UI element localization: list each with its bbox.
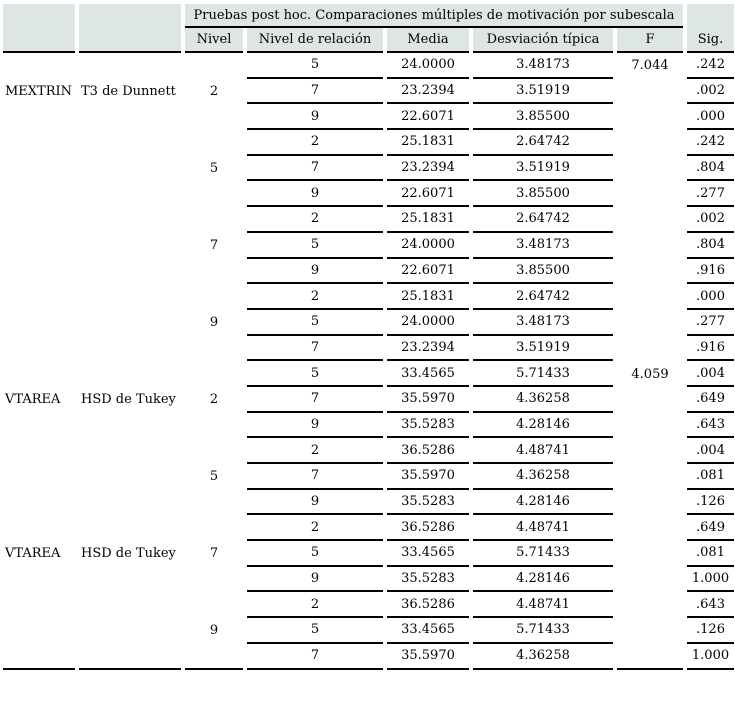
test-name-cell: T3 de Dunnett — [81, 84, 176, 100]
f-cell — [617, 156, 683, 182]
nivel-relacion-cell: 5 — [247, 361, 383, 387]
media-cell: 35.5970 — [387, 644, 469, 670]
header-blank-subescala — [3, 4, 75, 53]
desviacion-cell: 3.51919 — [473, 336, 613, 362]
media-cell: 36.5286 — [387, 592, 469, 618]
nivel-relacion-cell: 2 — [247, 284, 383, 310]
nivel-relacion-cell: 5 — [247, 541, 383, 567]
test-name-cell — [79, 464, 181, 490]
media-cell: 35.5283 — [387, 490, 469, 516]
subescala-cell — [3, 207, 75, 233]
test-name-cell — [79, 361, 181, 387]
subescala-cell — [3, 413, 75, 439]
f-cell — [617, 336, 683, 362]
nivel-relacion-cell: 5 — [247, 310, 383, 336]
f-cell — [617, 592, 683, 618]
header-blank-sig-top — [687, 4, 734, 28]
test-name-cell — [79, 592, 181, 618]
media-cell: 35.5970 — [387, 464, 469, 490]
subescala-cell — [3, 233, 75, 259]
subescala-cell — [3, 130, 75, 156]
desviacion-cell: 3.51919 — [473, 79, 613, 105]
media-cell: 23.2394 — [387, 156, 469, 182]
nivel-cell — [185, 259, 243, 285]
media-cell: 22.6071 — [387, 104, 469, 130]
nivel-relacion-cell: 7 — [247, 464, 383, 490]
media-cell: 24.0000 — [387, 310, 469, 336]
desviacion-cell: 3.85500 — [473, 259, 613, 285]
nivel-relacion-cell: 7 — [247, 79, 383, 105]
test-name-cell — [79, 438, 181, 464]
nivel-cell — [185, 644, 243, 670]
subescala-cell — [3, 361, 75, 387]
f-cell — [617, 207, 683, 233]
sig-cell: .643 — [687, 413, 734, 439]
f-cell — [617, 79, 683, 105]
f-cell — [617, 464, 683, 490]
nivel-cell — [185, 207, 243, 233]
desviacion-cell: 4.28146 — [473, 413, 613, 439]
test-name-cell: HSD de Tukey — [81, 392, 176, 408]
nivel-cell — [185, 515, 243, 541]
f-cell — [617, 181, 683, 207]
sig-cell: .081 — [687, 464, 734, 490]
desviacion-cell: 4.36258 — [473, 464, 613, 490]
test-name-cell — [79, 53, 181, 79]
sig-cell: 1.000 — [687, 644, 734, 670]
test-name-cell — [79, 515, 181, 541]
subescala-cell — [3, 644, 75, 670]
test-name-cell — [79, 207, 181, 233]
subescala-cell — [3, 284, 75, 310]
f-cell — [617, 130, 683, 156]
test-name-cell — [79, 156, 181, 182]
subescala-cell: MEXTRIN — [5, 84, 73, 100]
desviacion-cell: 4.36258 — [473, 644, 613, 670]
subescala-cell — [3, 310, 75, 336]
nivel-relacion-cell: 9 — [247, 490, 383, 516]
sig-cell: .000 — [687, 104, 734, 130]
column-header-desviacion: Desviación típica — [473, 28, 613, 53]
nivel-cell: 5 — [209, 161, 219, 177]
nivel-relacion-cell: 2 — [247, 438, 383, 464]
desviacion-cell: 3.85500 — [473, 181, 613, 207]
media-cell: 36.5286 — [387, 438, 469, 464]
nivel-relacion-cell: 2 — [247, 130, 383, 156]
test-name-cell — [79, 413, 181, 439]
nivel-cell — [185, 181, 243, 207]
nivel-relacion-cell: 2 — [247, 515, 383, 541]
nivel-cell — [185, 53, 243, 79]
nivel-cell — [185, 413, 243, 439]
nivel-relacion-cell: 2 — [247, 207, 383, 233]
desviacion-cell: 5.71433 — [473, 541, 613, 567]
media-cell: 22.6071 — [387, 259, 469, 285]
f-cell — [617, 567, 683, 593]
nivel-cell — [185, 592, 243, 618]
sig-cell: .277 — [687, 310, 734, 336]
nivel-cell — [185, 361, 243, 387]
column-header-f: F — [617, 28, 683, 53]
sig-cell: .649 — [687, 515, 734, 541]
f-cell — [617, 104, 683, 130]
sig-cell: .916 — [687, 259, 734, 285]
nivel-cell — [185, 567, 243, 593]
subescala-cell — [3, 464, 75, 490]
nivel-cell: 5 — [209, 469, 219, 485]
nivel-relacion-cell: 5 — [247, 53, 383, 79]
desviacion-cell: 3.48173 — [473, 233, 613, 259]
nivel-cell — [185, 336, 243, 362]
nivel-relacion-cell: 2 — [247, 592, 383, 618]
nivel-cell: 9 — [209, 623, 219, 639]
test-name-cell: HSD de Tukey — [81, 546, 176, 562]
test-name-cell — [79, 336, 181, 362]
f-cell — [617, 259, 683, 285]
sig-cell: 1.000 — [687, 567, 734, 593]
column-header-media: Media — [387, 28, 469, 53]
media-cell: 24.0000 — [387, 233, 469, 259]
nivel-relacion-cell: 7 — [247, 644, 383, 670]
subescala-cell — [3, 438, 75, 464]
desviacion-cell: 3.48173 — [473, 53, 613, 79]
sig-cell: .916 — [687, 336, 734, 362]
test-name-cell — [79, 310, 181, 336]
nivel-cell — [185, 104, 243, 130]
desviacion-cell: 3.48173 — [473, 310, 613, 336]
sig-cell: .643 — [687, 592, 734, 618]
desviacion-cell: 2.64742 — [473, 130, 613, 156]
nivel-relacion-cell: 5 — [247, 618, 383, 644]
desviacion-cell: 4.48741 — [473, 515, 613, 541]
nivel-cell — [185, 130, 243, 156]
subescala-cell: VTAREA — [5, 392, 61, 408]
media-cell: 25.1831 — [387, 130, 469, 156]
media-cell: 25.1831 — [387, 284, 469, 310]
sig-cell: .002 — [687, 79, 734, 105]
test-name-cell — [79, 567, 181, 593]
test-name-cell — [79, 644, 181, 670]
media-cell: 24.0000 — [387, 53, 469, 79]
f-cell — [617, 438, 683, 464]
nivel-cell: 7 — [209, 546, 219, 562]
media-cell: 33.4565 — [387, 541, 469, 567]
sig-cell: .004 — [687, 361, 734, 387]
f-cell — [617, 515, 683, 541]
test-name-cell — [79, 104, 181, 130]
nivel-cell: 2 — [209, 392, 219, 408]
sig-cell: .804 — [687, 156, 734, 182]
sig-cell: .277 — [687, 181, 734, 207]
test-name-cell — [79, 490, 181, 516]
desviacion-cell: 4.48741 — [473, 592, 613, 618]
subescala-cell — [3, 53, 75, 79]
subescala-cell — [3, 490, 75, 516]
test-name-cell — [79, 233, 181, 259]
media-cell: 23.2394 — [387, 79, 469, 105]
f-cell: 7.044 — [631, 58, 669, 74]
f-cell — [617, 644, 683, 670]
desviacion-cell: 2.64742 — [473, 207, 613, 233]
f-cell — [617, 284, 683, 310]
f-cell — [617, 541, 683, 567]
sig-cell: .242 — [687, 53, 734, 79]
sig-cell: .000 — [687, 284, 734, 310]
nivel-cell: 7 — [209, 238, 219, 254]
test-name-cell — [79, 284, 181, 310]
subescala-cell — [3, 336, 75, 362]
nivel-cell — [185, 284, 243, 310]
desviacion-cell: 3.51919 — [473, 156, 613, 182]
subescala-cell — [3, 156, 75, 182]
f-cell — [617, 618, 683, 644]
subescala-cell — [3, 515, 75, 541]
nivel-cell: 2 — [209, 84, 219, 100]
sig-cell: .002 — [687, 207, 734, 233]
media-cell: 23.2394 — [387, 336, 469, 362]
desviacion-cell: 4.36258 — [473, 387, 613, 413]
f-cell — [617, 490, 683, 516]
media-cell: 33.4565 — [387, 618, 469, 644]
nivel-relacion-cell: 7 — [247, 156, 383, 182]
nivel-cell — [185, 438, 243, 464]
f-cell — [617, 387, 683, 413]
sig-cell: .004 — [687, 438, 734, 464]
test-name-cell — [79, 181, 181, 207]
media-cell: 25.1831 — [387, 207, 469, 233]
nivel-relacion-cell: 9 — [247, 259, 383, 285]
desviacion-cell: 3.85500 — [473, 104, 613, 130]
header-blank-test — [79, 4, 181, 53]
desviacion-cell: 4.28146 — [473, 567, 613, 593]
subescala-cell — [3, 618, 75, 644]
subescala-cell: VTAREA — [5, 546, 61, 562]
desviacion-cell: 4.28146 — [473, 490, 613, 516]
f-cell: 4.059 — [631, 366, 669, 382]
sig-cell: .804 — [687, 233, 734, 259]
sig-cell: .126 — [687, 618, 734, 644]
subescala-cell — [3, 181, 75, 207]
media-cell: 36.5286 — [387, 515, 469, 541]
media-cell: 33.4565 — [387, 361, 469, 387]
posthoc-table — [3, 4, 734, 670]
media-cell: 35.5283 — [387, 413, 469, 439]
media-cell: 35.5970 — [387, 387, 469, 413]
f-cell — [617, 310, 683, 336]
nivel-relacion-cell: 9 — [247, 413, 383, 439]
column-header-nivel: Nivel — [185, 28, 243, 53]
nivel-relacion-cell: 9 — [247, 567, 383, 593]
nivel-relacion-cell: 7 — [247, 387, 383, 413]
f-cell — [617, 413, 683, 439]
subescala-cell — [3, 592, 75, 618]
nivel-cell: 9 — [209, 315, 219, 331]
desviacion-cell: 2.64742 — [473, 284, 613, 310]
sig-cell: .649 — [687, 387, 734, 413]
test-name-cell — [79, 259, 181, 285]
test-name-cell — [79, 618, 181, 644]
subescala-cell — [3, 104, 75, 130]
nivel-relacion-cell: 5 — [247, 233, 383, 259]
table-title: Pruebas post hoc. Comparaciones múltiples de motivación por subescala — [185, 4, 683, 28]
column-header-sig: Sig. — [687, 28, 734, 53]
nivel-cell — [185, 490, 243, 516]
subescala-cell — [3, 567, 75, 593]
f-cell — [617, 233, 683, 259]
nivel-relacion-cell: 7 — [247, 336, 383, 362]
test-name-cell — [79, 130, 181, 156]
sig-cell: .126 — [687, 490, 734, 516]
nivel-relacion-cell: 9 — [247, 104, 383, 130]
nivel-relacion-cell: 9 — [247, 181, 383, 207]
media-cell: 22.6071 — [387, 181, 469, 207]
desviacion-cell: 5.71433 — [473, 361, 613, 387]
desviacion-cell: 4.48741 — [473, 438, 613, 464]
desviacion-cell: 5.71433 — [473, 618, 613, 644]
sig-cell: .242 — [687, 130, 734, 156]
subescala-cell — [3, 259, 75, 285]
column-header-relacion: Nivel de relación — [247, 28, 383, 53]
sig-cell: .081 — [687, 541, 734, 567]
media-cell: 35.5283 — [387, 567, 469, 593]
